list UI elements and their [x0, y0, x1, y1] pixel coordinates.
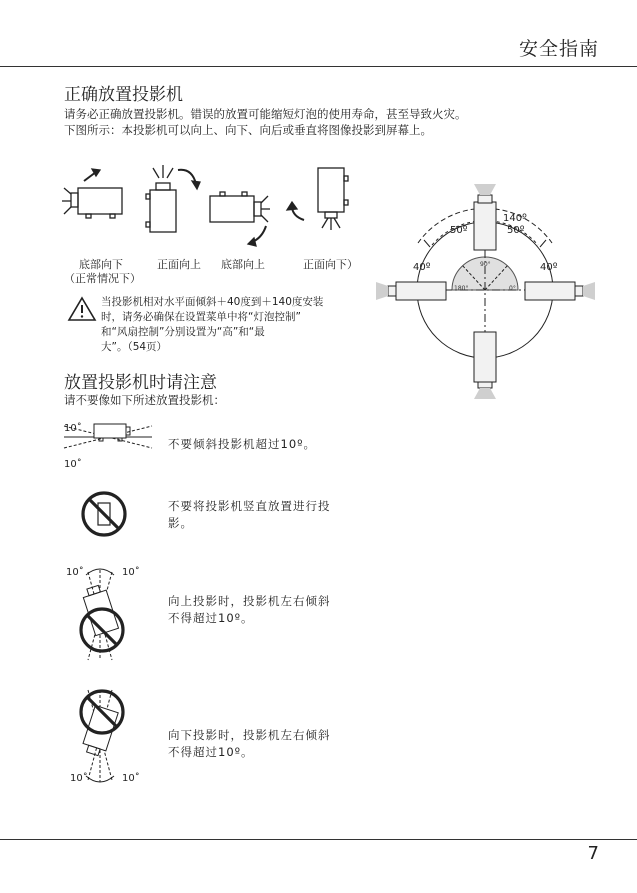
degree-label-tilt-top: 10˚: [64, 423, 82, 434]
caption-normal-case: （正常情况下）: [64, 272, 141, 285]
caution-item-4-line-1: 向下投影时，投影机左右倾斜: [168, 728, 331, 742]
degree-label-down-right: 10˚: [122, 773, 140, 784]
caution-item-4-line-2: 不得超过10º。: [168, 745, 254, 759]
section-heading-placement: 正确放置投影机: [64, 85, 183, 105]
caption-bottom-up: 底部向上: [221, 258, 265, 271]
angle-label-140: 140º: [503, 213, 527, 224]
prohibited-downward-icon: [78, 688, 126, 736]
caption-front-down: 正面向下）: [303, 258, 358, 271]
degree-label-tilt-bottom: 10˚: [64, 459, 82, 470]
caution-item-1: 不要倾斜投影机超过10º。: [168, 437, 317, 451]
page-header-title: 安全指南: [518, 38, 599, 60]
angle-label-180: 180°: [454, 285, 469, 292]
degree-label-down-left: 10˚: [70, 773, 88, 784]
caption-bottom-down: 底部向下: [79, 258, 123, 271]
caption-front-up: 正面向上: [157, 258, 201, 271]
warning-note-line-4: 大”。（54页）: [101, 341, 168, 353]
angle-label-50-right: 50º: [507, 225, 525, 236]
warning-note-line-1: 当投影机相对水平面倾斜＋40度到＋140度安装: [101, 296, 324, 308]
placement-paragraph-1: 请务必正确放置投影机。错误的放置可能缩短灯泡的使用寿命，甚至导致火灾。: [64, 107, 467, 121]
angle-label-90: 90°: [480, 261, 491, 268]
degree-label-up-right: 10˚: [122, 567, 140, 578]
angle-label-40-right: 40º: [540, 262, 558, 273]
cautions-subtitle: 请不要像如下所述放置投影机：: [64, 393, 225, 407]
caution-item-3-line-1: 向上投影时，投影机左右倾斜: [168, 594, 331, 608]
caution-item-3-line-2: 不得超过10º。: [168, 611, 254, 625]
angle-label-40-left: 40º: [413, 262, 431, 273]
degree-label-up-left: 10˚: [66, 567, 84, 578]
caution-item-2-line-1: 不要将投影机竖直放置进行投: [168, 499, 331, 513]
placement-paragraph-2: 下图所示：本投影机可以向上、向下、向后或垂直将图像投影到屏幕上。: [64, 123, 432, 137]
angle-label-0: 0°: [509, 285, 516, 292]
caution-item-2-line-2: 影。: [168, 516, 193, 530]
warning-note-line-2: 时，请务必确保在设置菜单中将“灯泡控制”: [101, 311, 301, 323]
angle-label-50-left: 50º: [450, 225, 468, 236]
footer-divider: [0, 839, 637, 840]
warning-note-line-3: 和“风扇控制”分别设置为“高”和“最: [101, 326, 265, 338]
section-heading-cautions: 放置投影机时请注意: [64, 373, 217, 393]
page-number: 7: [587, 843, 599, 864]
